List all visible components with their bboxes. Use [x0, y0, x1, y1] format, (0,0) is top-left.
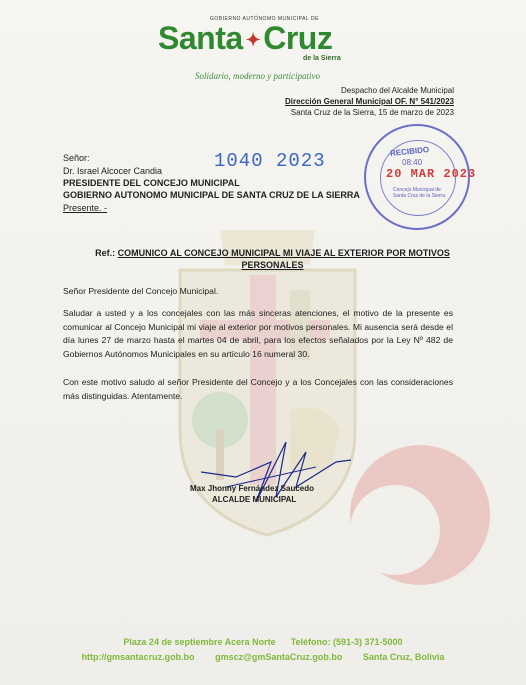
addressee-institution: GOBIERNO AUTONOMO MUNICIPAL DE SANTA CRUZ DE LA SIERRA — [63, 190, 360, 200]
reference-subject: COMUNICO AL CONCEJO MUNICIPAL MI VIAJE AL EXTERIOR POR MOTIVOS PERSONALES — [117, 248, 450, 270]
footer-line-1 — [0, 637, 526, 647]
addressee-name: Dr. Israel Alcocer Candia — [63, 166, 163, 176]
footer-city: Santa Cruz, Bolivia — [362, 652, 445, 662]
registration-number: 1040 2023 — [214, 150, 326, 172]
star-icon: ✦ — [245, 30, 261, 51]
stamp-received-label: RECIBIDO — [389, 144, 430, 159]
logo-text-1: Santa — [158, 20, 243, 56]
reference-label: Ref.: — [95, 248, 116, 258]
reference-line — [80, 247, 465, 271]
body-paragraph-2: Con este motivo saludo al señor Presidente del Concejo y a los Concejales con las consideraciones más distinguidas. Atentamente. — [63, 377, 453, 401]
office-date: Santa Cruz de la Sierra, 15 de marzo de 2023 — [290, 108, 454, 117]
addressee-title: PRESIDENTE DEL CONCEJO MUNICIPAL — [63, 178, 240, 188]
stamp-time: 08:40 — [402, 158, 423, 167]
dm-watermark-logo — [300, 440, 500, 590]
office-line-1: Despacho del Alcalde Municipal — [341, 86, 454, 95]
signatory-title: ALCALDE MUNICIPAL — [212, 495, 297, 504]
signatory-name: Max Jhonny Fernández Saucedo — [190, 484, 315, 493]
footer-line-2 — [0, 652, 526, 662]
body-paragraph-1: Saludar a usted y a los concejales con las más sinceras atenciones, el motivo de la presente es comunicar al Concejo Municipal mi viaje al exterior por motivos personales. Mi ausencia será desde el día lunes 27 de marzo hasta el martes 04 de abril, para los efectos señalados por la Ley Nº 482 de Gobiernos Autónomos Municipales en su artículo 16 numeral 30. — [63, 308, 453, 359]
presente: Presente. - — [63, 203, 108, 213]
footer-address: Plaza 24 de septiembre Acera Norte — [123, 637, 276, 647]
stamp-office: Concejo Municipal de Santa Cruz de la Sierra — [393, 187, 445, 199]
gov-line: GOBIERNO AUTÓNOMO MUNICIPAL DE — [210, 16, 319, 22]
slogan: Solidario, moderno y participativo — [195, 71, 320, 81]
logo-wordmark — [158, 20, 332, 57]
stamp-date: 20 MAR 2023 — [386, 167, 477, 181]
footer-phone: Teléfono: (591-3) 371-5000 — [290, 637, 403, 647]
greeting: Señor Presidente del Concejo Municipal. — [63, 286, 219, 296]
office-reference: Dirección General Municipal OF. N° 541/2023 — [284, 97, 454, 106]
logo-subtitle: de la Sierra — [303, 55, 341, 62]
footer-email-link[interactable]: gmscz@gmSantaCruz.gob.bo — [215, 652, 343, 662]
logo-text-2: Cruz — [263, 20, 333, 56]
salutation: Señor: — [63, 153, 90, 163]
footer-website-link[interactable]: http://gmsantacruz.gob.bo — [81, 652, 195, 662]
